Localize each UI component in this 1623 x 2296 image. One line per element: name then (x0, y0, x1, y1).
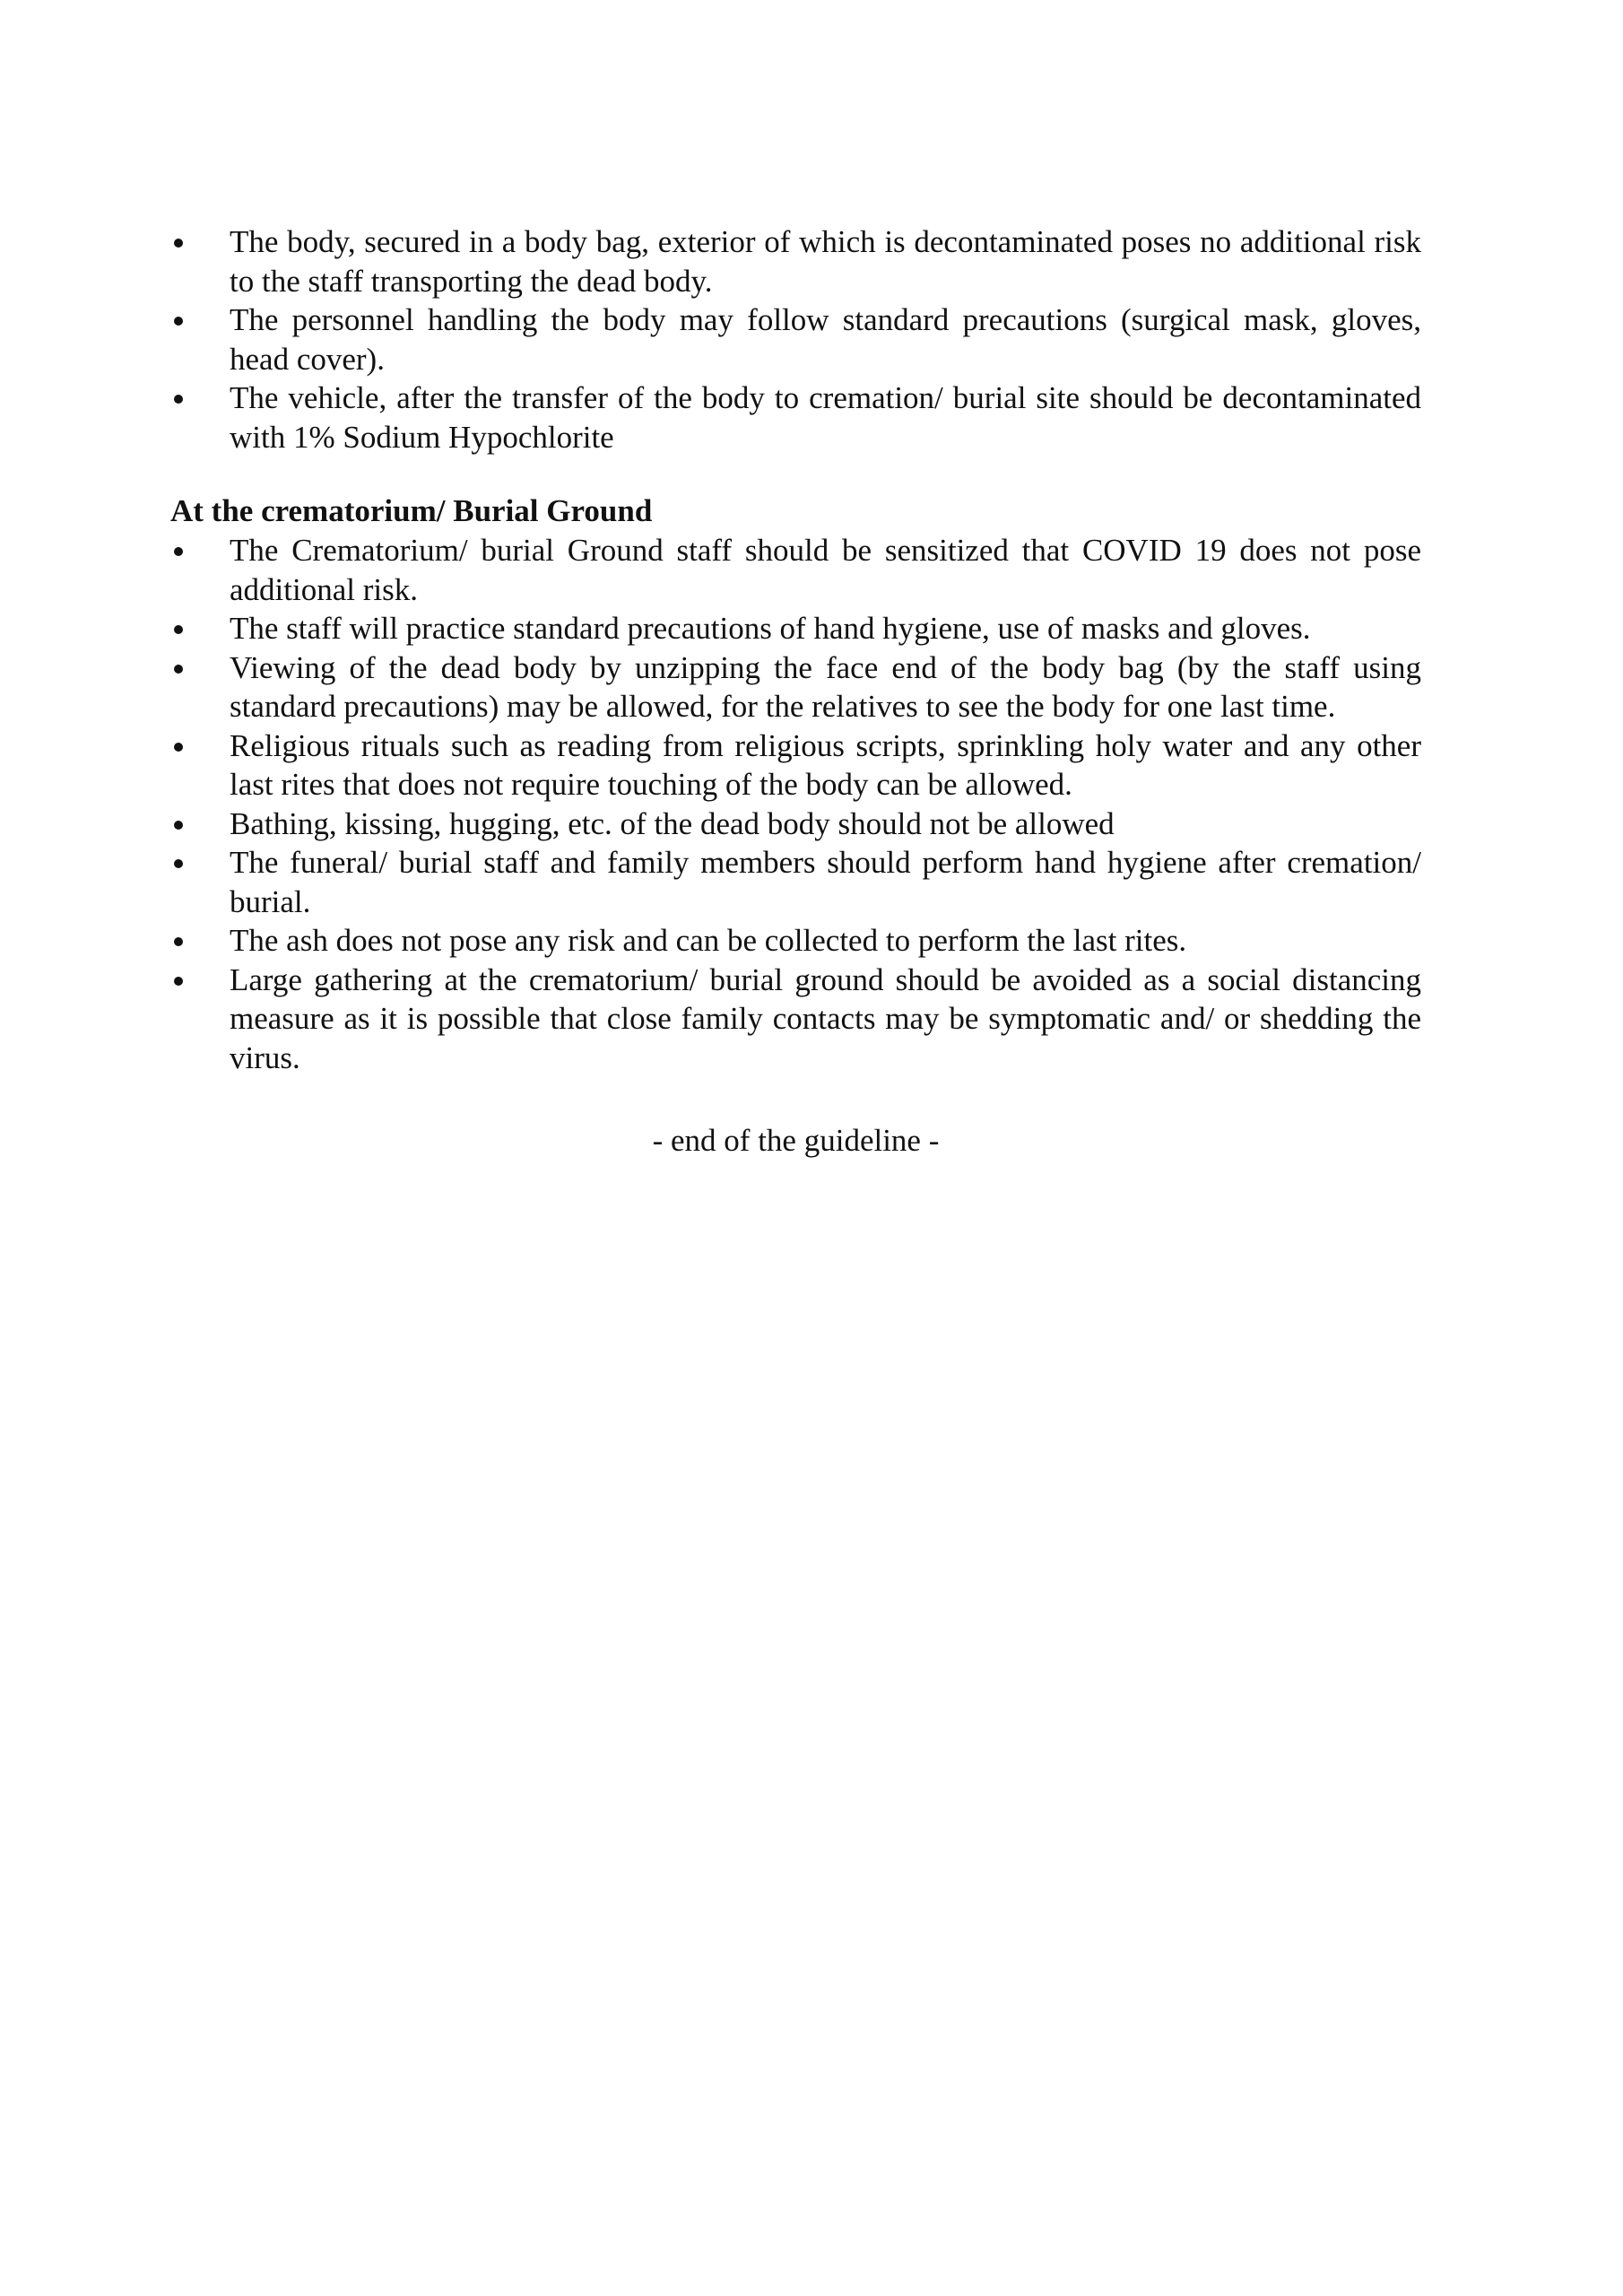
list-item (170, 222, 1421, 300)
bullet-icon (174, 937, 183, 946)
bullet-icon (174, 665, 183, 674)
end-of-guideline-note: - end of the guideline - (652, 1123, 940, 1158)
transport-precautions-list (170, 222, 1421, 457)
list-item-text: The body, secured in a body bag, exterior of which is decontaminated poses no additional risk to the staff transporting the dead body. (230, 224, 1421, 299)
list-item (170, 961, 1421, 1078)
bullet-icon (174, 395, 183, 404)
crematorium-precautions-list (170, 531, 1421, 1077)
list-item (170, 648, 1421, 726)
list-item (170, 843, 1421, 921)
list-item (170, 300, 1421, 378)
list-item (170, 378, 1421, 457)
list-item (170, 921, 1421, 961)
list-item-text: The ash does not pose any risk and can be collected to perform the last rites. (230, 923, 1187, 958)
bullet-icon (174, 317, 183, 326)
list-item-text: The funeral/ burial staff and family members should perform hand hygiene after cremation/ burial. (230, 845, 1421, 919)
list-item-text: Large gathering at the crematorium/ burial ground should be avoided as a social distancing measure as it is possible that close family contacts may be symptomatic and/ or shedding the virus. (230, 961, 1421, 1075)
bullet-icon (174, 821, 183, 830)
list-item-text: Bathing, kissing, hugging, etc. of the dead body should not be allowed (230, 805, 1115, 841)
bullet-icon (174, 547, 183, 556)
list-item (170, 804, 1421, 844)
bullet-icon (174, 977, 183, 986)
list-item-text: Viewing of the dead body by unzipping the face end of the body bag (by the staff using standard precautions) may be allowed, for the relatives to see the body for one last time. (230, 649, 1421, 724)
bullet-icon (174, 743, 183, 752)
bullet-icon (174, 625, 183, 634)
section-heading: At the crematorium/ Burial Ground (170, 493, 653, 528)
list-item-text: The Crematorium/ burial Ground staff should be sensitized that COVID 19 does not pose additional risk. (230, 533, 1421, 607)
list-item (170, 726, 1421, 804)
list-item-text: Religious rituals such as reading from religious scripts, sprinkling holy water and any other last rites that does not require touching of the body can be allowed. (230, 727, 1421, 802)
list-item (170, 531, 1421, 609)
bullet-icon (174, 239, 183, 248)
list-item-text: The staff will practice standard precautions of hand hygiene, use of masks and gloves. (230, 611, 1311, 646)
list-item (170, 609, 1421, 648)
list-item-text: The vehicle, after the transfer of the body to cremation/ burial site should be decontaminated with 1% Sodium Hypochlorite (230, 380, 1421, 455)
bullet-icon (174, 859, 183, 868)
list-item-text: The personnel handling the body may follow standard precautions (surgical mask, gloves, head cover). (230, 302, 1421, 377)
